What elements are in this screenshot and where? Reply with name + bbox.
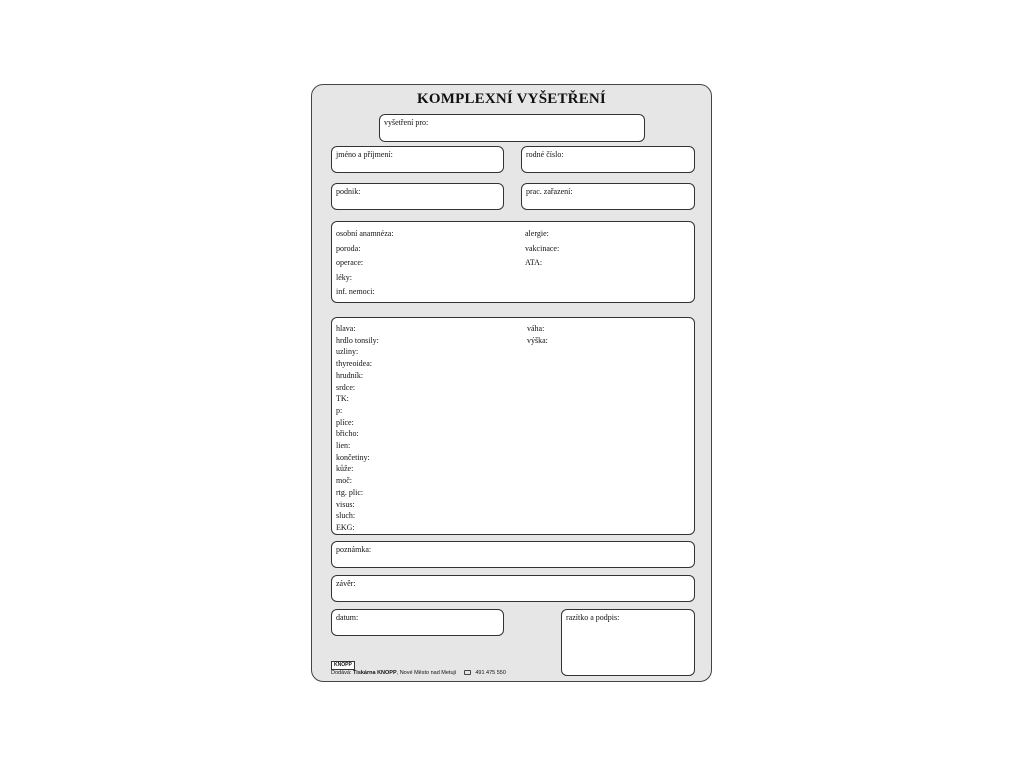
exam-item: váha: (527, 324, 545, 333)
exam-item: hrudník: (336, 370, 364, 380)
supplier-location: , Nové Město nad Metují (396, 670, 457, 676)
birth-number-field[interactable] (521, 146, 695, 173)
company-field[interactable] (331, 183, 504, 210)
anamnesis-item: ATA: (525, 258, 543, 267)
exam-item: p: (336, 405, 343, 415)
conclusion-field[interactable] (331, 575, 695, 602)
note-label: poznámka: (336, 545, 372, 554)
anamnesis-item: léky: (336, 272, 352, 282)
exam-item: končetiny: (336, 452, 370, 462)
exam-item: výška: (527, 335, 548, 345)
supplier-name: Tiskárna KNOPP (353, 670, 397, 676)
note-field[interactable] (331, 541, 695, 568)
supplier-phone: 491 475 550 (475, 670, 506, 676)
exam-item: TK: (336, 394, 349, 404)
exam-item: lien: (336, 441, 351, 451)
exam-item: EKG: (336, 522, 355, 532)
exam-for-field[interactable] (379, 114, 645, 142)
exam-item: břicho: (336, 429, 359, 439)
conclusion-label: závěr: (336, 579, 356, 588)
anamnesis-left-list (336, 227, 394, 300)
exam-item: moč: (336, 476, 352, 486)
exam-item: uzliny: (336, 347, 359, 357)
work-position-label: prac. zařazení: (526, 187, 573, 196)
exam-item: sluch: (336, 511, 356, 521)
anamnesis-item: operace: (336, 258, 364, 267)
anamnesis-item: inf. nemoci: (336, 287, 375, 296)
anamnesis-right-list (525, 227, 559, 271)
exam-item: hlava: (336, 324, 356, 333)
anamnesis-item: poroda: (336, 243, 361, 253)
date-field[interactable] (331, 609, 504, 636)
anamnesis-section[interactable] (331, 221, 695, 303)
phone-icon (464, 670, 471, 675)
examination-right-list (527, 323, 548, 346)
supplier-info (331, 670, 506, 677)
name-label: jméno a příjmení: (336, 150, 393, 159)
form-title: KOMPLEXNÍ VYŠETŘENÍ (417, 91, 606, 107)
anamnesis-item: vakcinace: (525, 243, 560, 253)
anamnesis-item: alergie: (525, 229, 549, 238)
exam-item: thyreoidea: (336, 359, 372, 369)
work-position-field[interactable] (521, 183, 695, 210)
form-sheet (311, 84, 712, 682)
exam-item: plíce: (336, 417, 354, 427)
exam-item: srdce: (336, 382, 356, 392)
exam-item: kůže: (336, 464, 354, 474)
birth-number-label: rodné číslo: (526, 150, 564, 159)
date-label: datum: (336, 613, 359, 622)
exam-for-label: vyšetření pro: (384, 118, 429, 127)
examination-left-list (336, 323, 379, 534)
examination-section[interactable] (331, 317, 695, 535)
supplier-prefix: Dodává: (331, 670, 352, 676)
exam-item: hrdlo tonsily: (336, 335, 379, 345)
exam-item: rtg. plic: (336, 487, 364, 497)
knopp-logo: KNOPP (331, 661, 355, 670)
exam-item: visus: (336, 499, 355, 509)
company-label: podnik: (336, 187, 361, 196)
name-field[interactable] (331, 146, 504, 173)
stamp-signature-field[interactable] (561, 609, 695, 676)
stamp-signature-label: razítko a podpis: (566, 613, 620, 622)
anamnesis-item: osobní anamnéza: (336, 229, 394, 238)
